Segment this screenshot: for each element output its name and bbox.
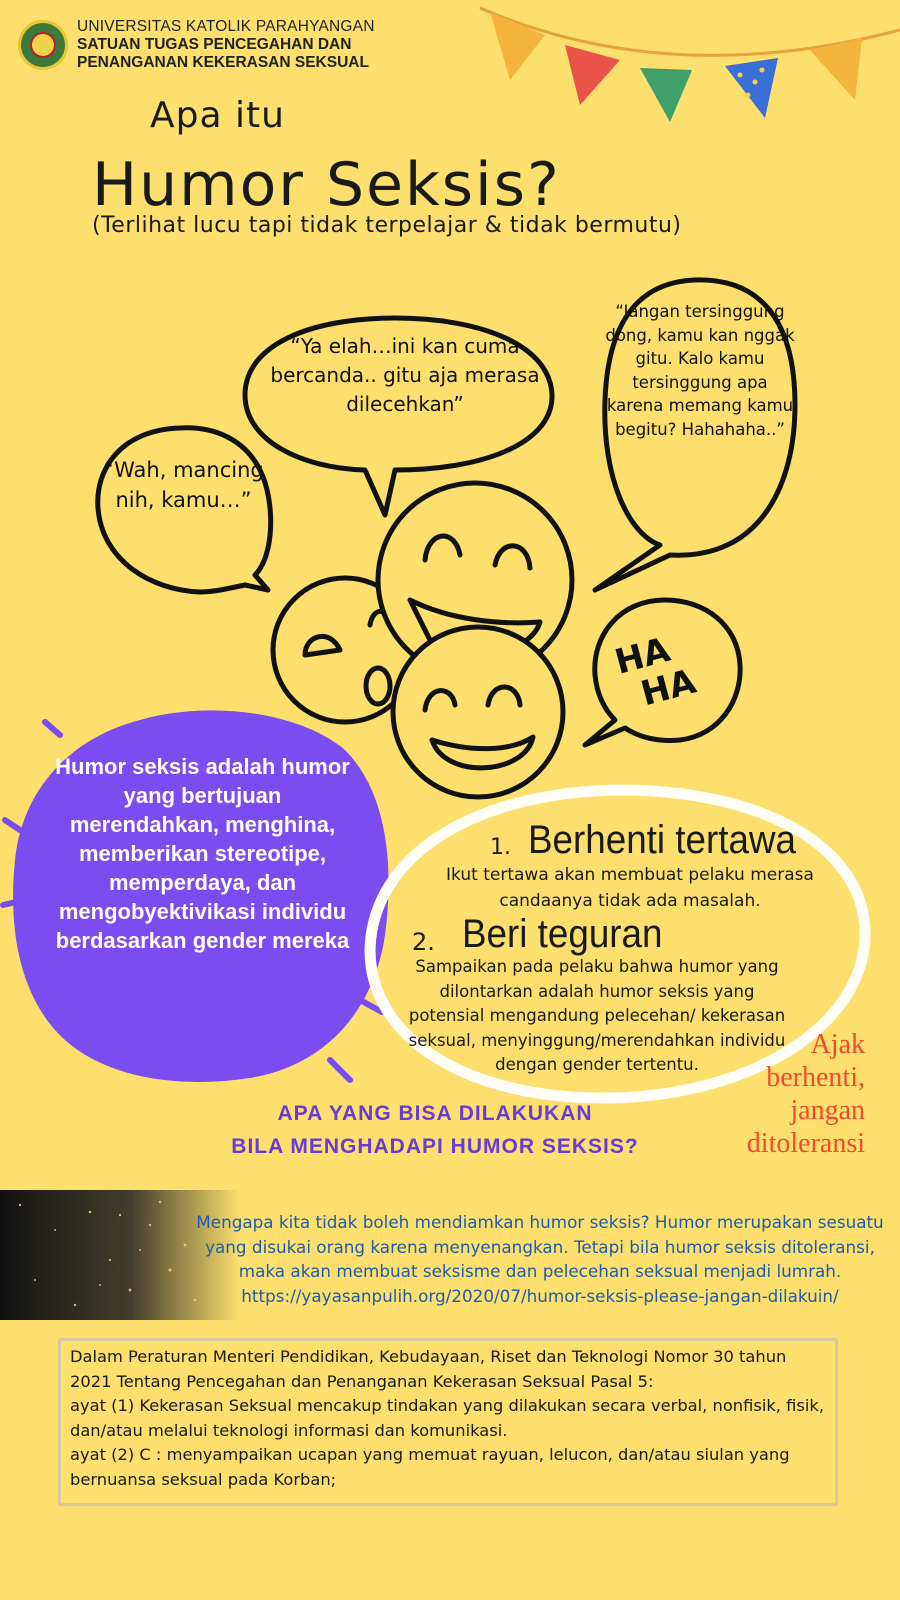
title-question: Apa itu <box>150 95 285 136</box>
haha-text-2: HA <box>636 661 701 715</box>
bubble-right-text: “Jangan tersinggung dong, kamu kan nggak gitu. Kalo kamu tersinggung apa karena memang kamu begitu? Hahahaha..” <box>605 302 795 439</box>
step-1-title: Berhenti tertawa <box>528 818 796 862</box>
cta-heading <box>230 1097 640 1163</box>
org-line-2: SATUAN TUGAS PENCEGAHAN DAN <box>77 36 352 53</box>
step-1-desc: Ikut tertawa akan membuat pelaku merasa candaanya tidak ada masalah. <box>446 865 814 911</box>
cta-line-1: APA YANG BISA DILAKUKAN <box>277 1102 593 1125</box>
regulation-ayat-2: ayat (2) C : menyampaikan ucapan yang memuat rayuan, lelucon, dan/atau siulan yang bernuansa seksual pada Korban; <box>70 1445 790 1489</box>
cta-line-2: BILA MENGHADAPI HUMOR SEKSIS? <box>231 1135 639 1158</box>
source-link[interactable]: https://yayasanpulih.org/2020/07/humor-seksis-please-jangan-dilakuin/ <box>241 1285 839 1306</box>
bubble-left-text: “Wah, mancing nih, kamu…” <box>103 458 264 512</box>
step-2-title: Beri teguran <box>462 912 663 956</box>
haha-text-1: HA <box>610 629 675 683</box>
step-2-number: 2. <box>412 928 435 956</box>
org-line-3: PENANGANAN KEKERASAN SEKSUAL <box>77 54 369 71</box>
step-2-desc: Sampaikan pada pelaku bahwa humor yang dilontarkan adalah humor seksis yang potensial mengandung pelecehan/ kekerasan seksual, menyinggung/merendahkan individu dengan gender tertentu. <box>408 957 786 1074</box>
org-line-1: UNIVERSITAS KATOLIK PARAHYANGAN <box>77 18 375 35</box>
bunting-decoration <box>470 0 900 130</box>
why-paragraph <box>180 1210 900 1308</box>
ajak-berhenti-text: Ajak berhenti, jangan ditoleransi <box>746 1029 865 1159</box>
page-subtitle: (Terlihat lucu tapi tidak terpelajar & tidak bermutu) <box>92 213 682 238</box>
step-1-number: 1. <box>490 835 511 860</box>
organization-name <box>77 18 375 72</box>
regulation-ayat-1: ayat (1) Kekerasan Seksual mencakup tindakan yang dilakukan secara verbal, nonfisik, fisik, dan/atau melalui teknologi informasi dan komunikasi. <box>70 1396 825 1440</box>
bubble-middle-text: “Ya elah…ini kan cuma bercanda.. gitu aja merasa dilecehkan” <box>270 334 540 416</box>
regulation-text <box>70 1345 830 1492</box>
definition-text: Humor seksis adalah humor yang bertujuan merendahkan, menghina, memberikan stereotipe, memperdaya, dan mengobyektivikasi individu berdasarkan gender mereka <box>55 754 350 953</box>
university-logo <box>18 20 68 70</box>
page-title: Humor Seksis? <box>92 150 561 220</box>
regulation-intro: Dalam Peraturan Menteri Pendidikan, Kebudayaan, Riset dan Teknologi Nomor 30 tahun 2021 Tentang Pencegahan dan Penanganan Kekerasan Seksual Pasal 5: <box>70 1347 787 1391</box>
why-text: Mengapa kita tidak boleh mendiamkan humor seksis? Humor merupakan sesuatu yang disukai orang karena menyenangkan. Tetapi bila humor seksis ditoleransi, maka akan membuat seksisme dan pelecehan seksual menjadi lumrah. <box>196 1212 884 1281</box>
